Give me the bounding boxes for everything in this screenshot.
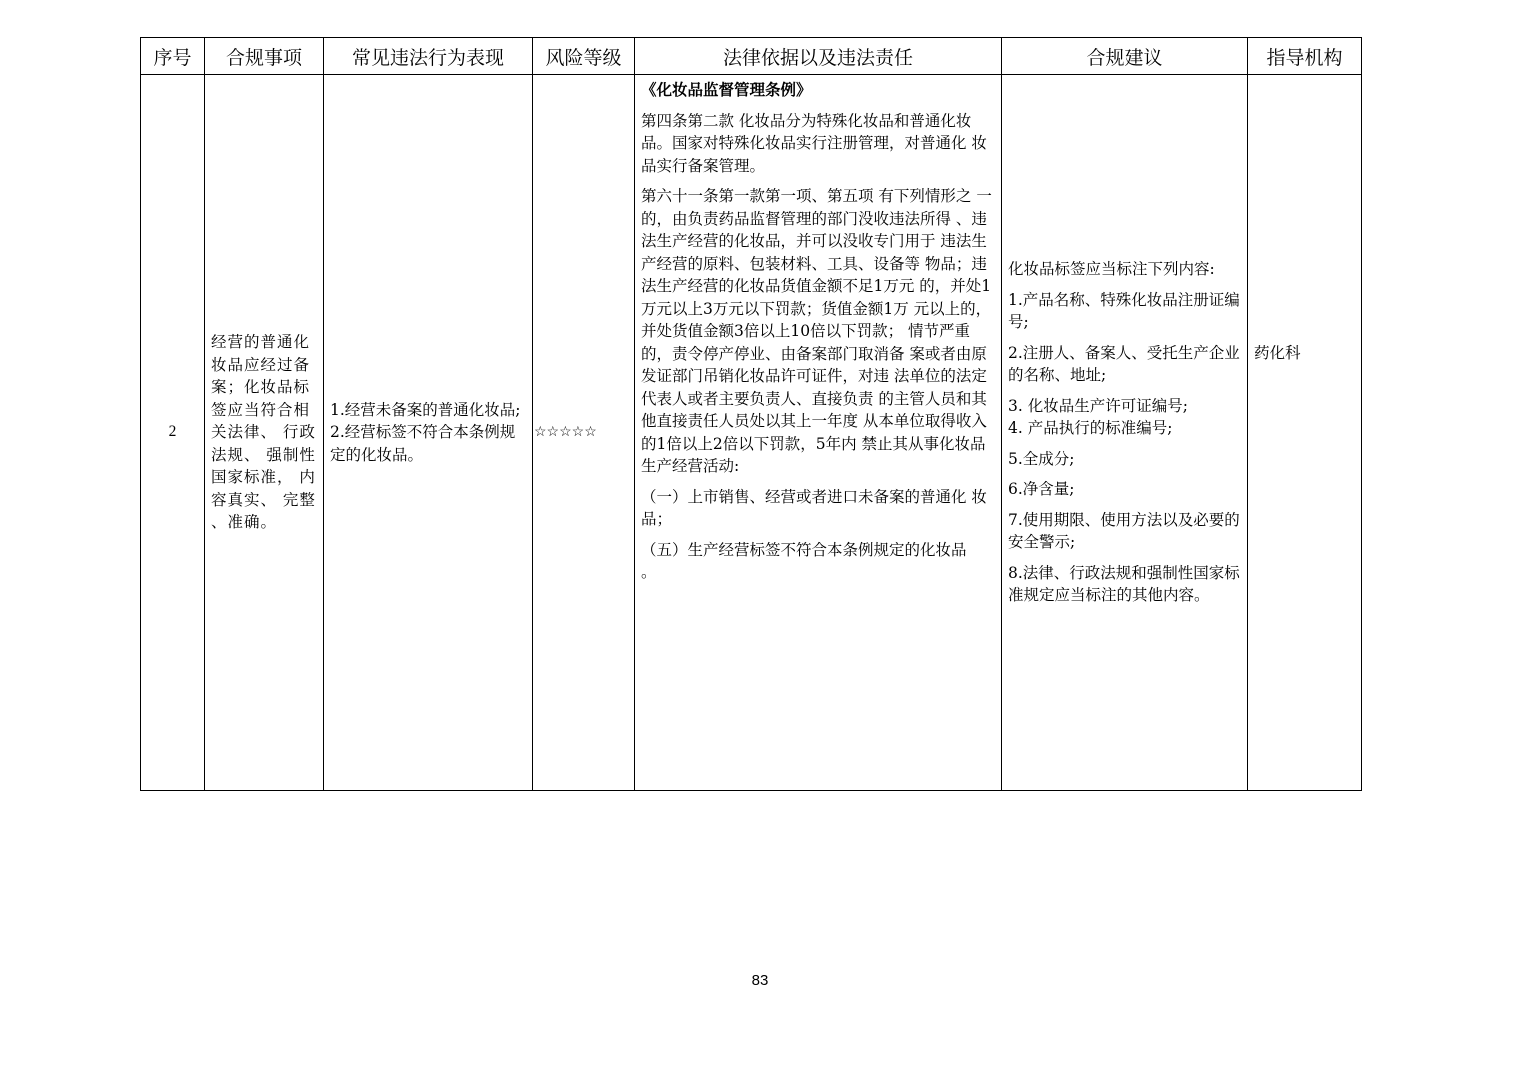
advice-item-8: 8.法律、行政法规和强制性国家标准规定应当标注的其他内容。 [1008,563,1240,605]
law-title: 《化妆品监督管理条例》 [641,80,812,99]
cell-agency [1248,75,1362,791]
table-row [141,75,1362,791]
behavior-1: 1.经营未备案的普通化妆品; [330,400,521,419]
risk-stars: ☆☆☆☆☆ [534,424,597,441]
cell-advice [1002,75,1248,791]
header-seq: 序号 [141,38,205,75]
advice-item-3: 3. 化妆品生产许可证编号; [1008,396,1188,415]
header-law: 法律依据以及违法责任 [635,38,1002,75]
law-paragraph-1: 第四条第二款 化妆品分为特殊化妆品和普通化妆 品。国家对特殊化妆品实行注册管理，对普通化 妆品实行备案管理。 [641,111,987,175]
advice-item-4: 4. 产品执行的标准编号; [1008,419,1173,438]
advice-content [1002,258,1247,607]
header-risk: 风险等级 [533,38,635,75]
page-number: 83 [751,972,769,989]
header-agency: 指导机构 [1248,38,1362,75]
agency-text: 药化科 [1254,344,1301,362]
advice-item-6: 6.净含量; [1008,480,1075,499]
header-behavior: 常见违法行为表现 [324,38,533,75]
compliance-table [140,37,1362,791]
law-ending: 。 [641,563,657,581]
behavior-2: 2.经营标签不符合本条例规定的化妆品。 [330,423,516,464]
cell-seq [141,75,205,791]
cell-item [205,75,324,791]
advice-item-1: 1.产品名称、特殊化妆品注册证编号; [1008,290,1240,332]
seq-value: 2 [168,423,177,441]
item-text: 经营的普通化 妆品应经过备 案；化妆品标 签应当符合相 关法律、 行政法规、 强制性 国家标准， 内 容真实、 完整 、准确。 [211,333,316,532]
behavior-list [324,399,532,467]
cell-behavior [324,75,533,791]
law-paragraph-4: （五）生产经营标签不符合本条例规定的化妆品 [641,540,967,559]
law-paragraph-2: 第六十一条第一款第一项、第五项 有下列情形之 一的，由负责药品监督管理的部门没收违法所得 、违法生产经营的化妆品，并可以没收专门用于 违法生产经营的原料、包装材料、工具、设备等 物品；违法生产经营的化妆品货值金额不足1万元 的，并处1万元以上3万元以下罚款；货值金额1万 元以上的，并处货值金额3倍以上10倍以下罚款； 情节严重的，责令停产停业、由备案部门取消备 案或者由原发证部门吊销化妆品许可证件，对违 法单位的法定代表人或者主要负责人、直接负责 的主管人员和其他直接责任人员处以其上一年度 从本单位取得收入的1倍以上2倍以下罚款，5年内 禁止其从事化妆品生产经营活动: [641,187,992,475]
law-content [635,79,1001,584]
advice-item-2: 2.注册人、备案人、受托生产企业的名称、地址; [1008,343,1240,385]
cell-risk [533,75,635,791]
advice-item-7: 7.使用期限、使用方法以及必要的安全警示; [1008,510,1240,552]
advice-intro: 化妆品标签应当标注下列内容: [1008,260,1215,279]
law-paragraph-3: （一）上市销售、经营或者进口未备案的普通化 妆品； [641,487,987,528]
header-item: 合规事项 [205,38,324,75]
header-advice: 合规建议 [1002,38,1248,75]
cell-law [635,75,1002,791]
advice-item-5: 5.全成分; [1008,449,1075,468]
header-row [141,38,1362,75]
